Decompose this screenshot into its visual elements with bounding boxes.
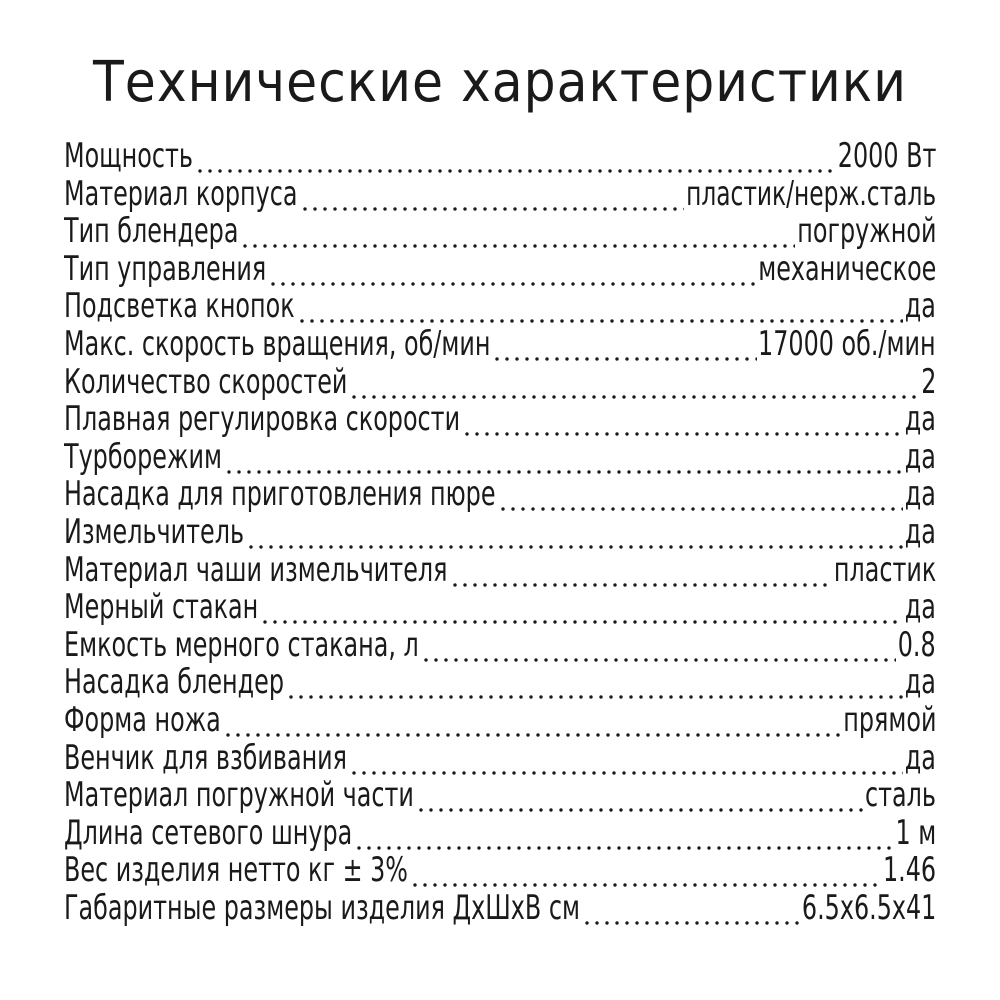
spec-row <box>64 251 936 289</box>
spec-value: 2 <box>920 363 936 402</box>
spec-label: Количество скоростей <box>64 363 348 402</box>
spec-value: 0.8 <box>898 626 936 665</box>
spec-value: 2000 Вт <box>837 138 936 176</box>
spec-label: Длина сетевого шнура <box>64 814 353 853</box>
spec-value: пластик <box>833 551 936 590</box>
spec-row <box>64 176 936 214</box>
spec-row <box>64 514 936 552</box>
spec-row <box>64 326 936 364</box>
page-title: Технические характеристики <box>93 50 907 115</box>
dot-leader <box>349 364 918 402</box>
spec-label: Материал чаши измельчителя <box>64 551 448 590</box>
spec-label: Материал погружной части <box>64 777 414 815</box>
spec-row <box>64 702 936 740</box>
dot-leader <box>260 589 903 627</box>
spec-value: да <box>904 664 936 702</box>
spec-value: да <box>904 476 936 514</box>
spec-label: Мерный стакан <box>64 589 259 627</box>
dot-leader <box>354 815 893 853</box>
spec-value: да <box>904 288 936 326</box>
spec-row <box>64 213 936 251</box>
spec-value: да <box>904 401 936 439</box>
dot-leader <box>410 852 881 890</box>
spec-label: Габаритные размеры изделия ДхШхВ см <box>64 889 580 928</box>
spec-label: Форма ножа <box>64 701 221 740</box>
spec-value: 6.5x6.5x41 <box>801 889 936 928</box>
dot-leader <box>246 514 903 552</box>
spec-row <box>64 627 936 665</box>
spec-label: Измельчитель <box>64 513 245 552</box>
spec-label: Материал корпуса <box>64 175 298 214</box>
spec-value: да <box>904 513 936 552</box>
spec-row <box>64 664 936 702</box>
spec-row <box>64 364 936 402</box>
spec-row <box>64 890 936 928</box>
spec-row <box>64 476 936 514</box>
specs-list <box>64 138 936 927</box>
dot-leader <box>297 288 903 326</box>
spec-label: Макс. скорость вращения, об/мин <box>64 325 491 364</box>
spec-row <box>64 852 936 890</box>
dot-leader <box>582 890 800 928</box>
spec-value: прямой <box>842 701 936 740</box>
spec-label: Тип блендера <box>64 213 239 251</box>
dot-leader <box>195 138 835 176</box>
spec-label: Плавная регулировка скорости <box>64 401 461 439</box>
spec-row <box>64 288 936 326</box>
dot-leader <box>223 702 841 740</box>
spec-value: механическое <box>757 250 936 289</box>
spec-value: да <box>904 589 936 627</box>
spec-row <box>64 815 936 853</box>
spec-row <box>64 552 936 590</box>
dot-leader <box>498 476 903 514</box>
dot-leader <box>492 326 756 364</box>
dot-leader <box>224 439 903 477</box>
spec-label: Вес изделия нетто кг ± 3% <box>64 852 408 890</box>
dot-leader <box>349 740 903 778</box>
dot-leader <box>416 777 863 815</box>
spec-value: пластик/нерж.сталь <box>685 175 936 214</box>
spec-label: Емкость мерного стакана, л <box>64 626 419 665</box>
spec-value: 1 м <box>895 814 936 853</box>
dot-leader <box>462 401 903 439</box>
spec-value: сталь <box>865 777 936 815</box>
dot-leader <box>450 552 832 590</box>
dot-leader <box>421 627 896 665</box>
dot-leader <box>268 251 756 289</box>
spec-value: да <box>904 739 936 778</box>
spec-value: погружной <box>796 213 936 251</box>
spec-label: Турборежим <box>64 438 222 477</box>
spec-row <box>64 439 936 477</box>
dot-leader <box>300 176 684 214</box>
spec-value: 17000 об./мин <box>758 325 936 364</box>
spec-row <box>64 589 936 627</box>
dot-leader <box>240 213 794 251</box>
spec-value: да <box>904 438 936 477</box>
spec-label: Насадка для приготовления пюре <box>64 476 496 514</box>
spec-label: Подсветка кнопок <box>64 288 295 326</box>
spec-row <box>64 777 936 815</box>
spec-label: Мощность <box>64 138 193 176</box>
spec-value: 1.46 <box>882 852 936 890</box>
spec-label: Венчик для взбивания <box>64 739 348 778</box>
spec-label: Насадка блендер <box>64 664 284 702</box>
spec-label: Тип управления <box>64 250 267 289</box>
dot-leader <box>286 664 903 702</box>
spec-row <box>64 138 936 176</box>
spec-row <box>64 401 936 439</box>
spec-row <box>64 740 936 778</box>
